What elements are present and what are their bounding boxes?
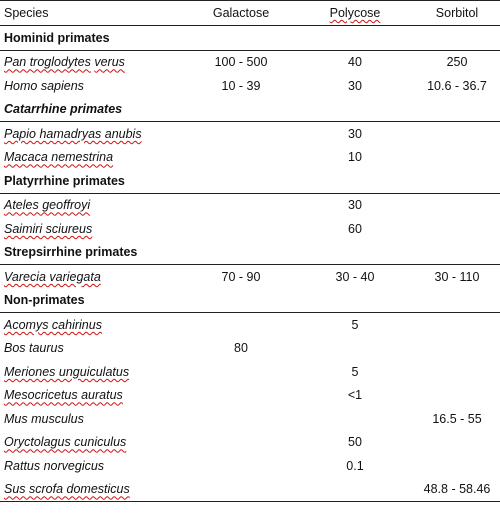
polycose-value: [296, 478, 410, 502]
header-galactose: Galactose: [182, 1, 296, 26]
table-row: [0, 193, 500, 217]
polycose-value: 30: [348, 198, 362, 213]
species-name: Pan troglodytes verus: [4, 55, 125, 70]
sorbitol-value: 10.6 - 36.7: [427, 78, 487, 93]
polycose-value: [296, 337, 410, 361]
sorbitol-value: 16.5 - 55: [432, 411, 482, 426]
species-name: Mus musculus: [4, 411, 84, 426]
galactose-value: [182, 478, 296, 502]
polycose-value: 40: [348, 55, 362, 70]
polycose-value: 30 - 40: [335, 269, 375, 284]
galactose-value: [182, 407, 296, 431]
polycose-value: 5: [351, 364, 359, 379]
header-polycose: Polycose: [296, 1, 410, 26]
table-row: [0, 478, 500, 502]
galactose-value: [182, 431, 296, 455]
sorbitol-value: 48.8 - 58.46: [410, 478, 500, 502]
group-row-non-primates: [0, 289, 500, 313]
species-name: Ateles geoffroyi: [4, 198, 91, 213]
galactose-value: 70 - 90: [221, 269, 261, 284]
header-species: Species: [0, 1, 182, 26]
galactose-value: [182, 217, 296, 241]
species-name: Sus scrofa domesticus: [0, 478, 182, 502]
table-row: [0, 407, 500, 431]
table-header-row: [0, 1, 500, 26]
sorbitol-value: [410, 313, 500, 337]
table-row: [0, 431, 500, 455]
group-row-platyrrhine: [0, 169, 500, 193]
polycose-value: [296, 407, 410, 431]
sorbitol-value: [410, 454, 500, 478]
polycose-value: 0.1: [346, 458, 364, 473]
group-label: Catarrhine primates: [0, 98, 182, 122]
cropped-footnote: [0, 512, 500, 519]
galactose-value: 10 - 39: [221, 78, 261, 93]
galactose-value: [182, 384, 296, 408]
group-label: Strepsirrhine primates: [0, 241, 182, 265]
sorbitol-value: [410, 217, 500, 241]
table-row: [0, 74, 500, 98]
table-row: [0, 265, 500, 289]
group-label: Non-primates: [0, 289, 182, 313]
table-row: [0, 217, 500, 241]
table-row: [0, 384, 500, 408]
sorbitol-value: 30 - 110: [434, 269, 480, 284]
group-label: Hominid primates: [0, 26, 182, 51]
group-row-strepsirrhine: [0, 241, 500, 265]
species-name: Bos taurus: [4, 341, 64, 356]
sorbitol-value: 250: [446, 55, 468, 70]
polycose-value: 60: [348, 221, 362, 236]
table-row: [0, 454, 500, 478]
sorbitol-value: [410, 360, 500, 384]
polycose-value: 50: [348, 435, 362, 450]
table-row: [0, 146, 500, 170]
header-sorbitol: Sorbitol: [410, 1, 500, 26]
group-row-catarrhine: [0, 98, 500, 122]
species-name: Papio hamadryas anubis: [4, 126, 142, 141]
galactose-value: [182, 146, 296, 170]
galactose-value: [182, 454, 296, 478]
sorbitol-value: [410, 384, 500, 408]
galactose-value: [182, 313, 296, 337]
polycose-value: 10: [348, 150, 362, 165]
table-row: [0, 313, 500, 337]
sorbitol-value: [410, 431, 500, 455]
species-name: Varecia variegata: [4, 269, 101, 284]
sorbitol-value: [410, 337, 500, 361]
group-label: Platyrrhine primates: [0, 169, 182, 193]
galactose-value: 100 - 500: [214, 55, 268, 70]
sorbitol-value: [410, 146, 500, 170]
species-name: Acomys cahirinus: [4, 317, 102, 332]
sorbitol-value: [410, 122, 500, 146]
galactose-value: 80: [234, 341, 248, 356]
species-name: Meriones unguiculatus: [4, 364, 130, 379]
group-row-hominid: [0, 26, 500, 51]
polycose-value: 30: [348, 126, 362, 141]
species-name: Homo sapiens: [4, 78, 84, 93]
polycose-value: 30: [348, 78, 362, 93]
galactose-value: [182, 193, 296, 217]
table-row: [0, 122, 500, 146]
table-row: [0, 360, 500, 384]
species-name: Mesocricetus auratus: [4, 388, 123, 403]
species-name: Macaca nemestrina: [4, 150, 114, 165]
galactose-value: [182, 360, 296, 384]
galactose-value: [182, 122, 296, 146]
polycose-value: 5: [351, 317, 359, 332]
table-row: [0, 337, 500, 361]
species-name: Rattus norvegicus: [4, 458, 105, 473]
polycose-value: <1: [347, 388, 363, 403]
table-row: [0, 50, 500, 74]
species-name: Saimiri sciureus: [4, 221, 93, 236]
species-name: Oryctolagus cuniculus: [4, 435, 127, 450]
sorbitol-value: [410, 193, 500, 217]
